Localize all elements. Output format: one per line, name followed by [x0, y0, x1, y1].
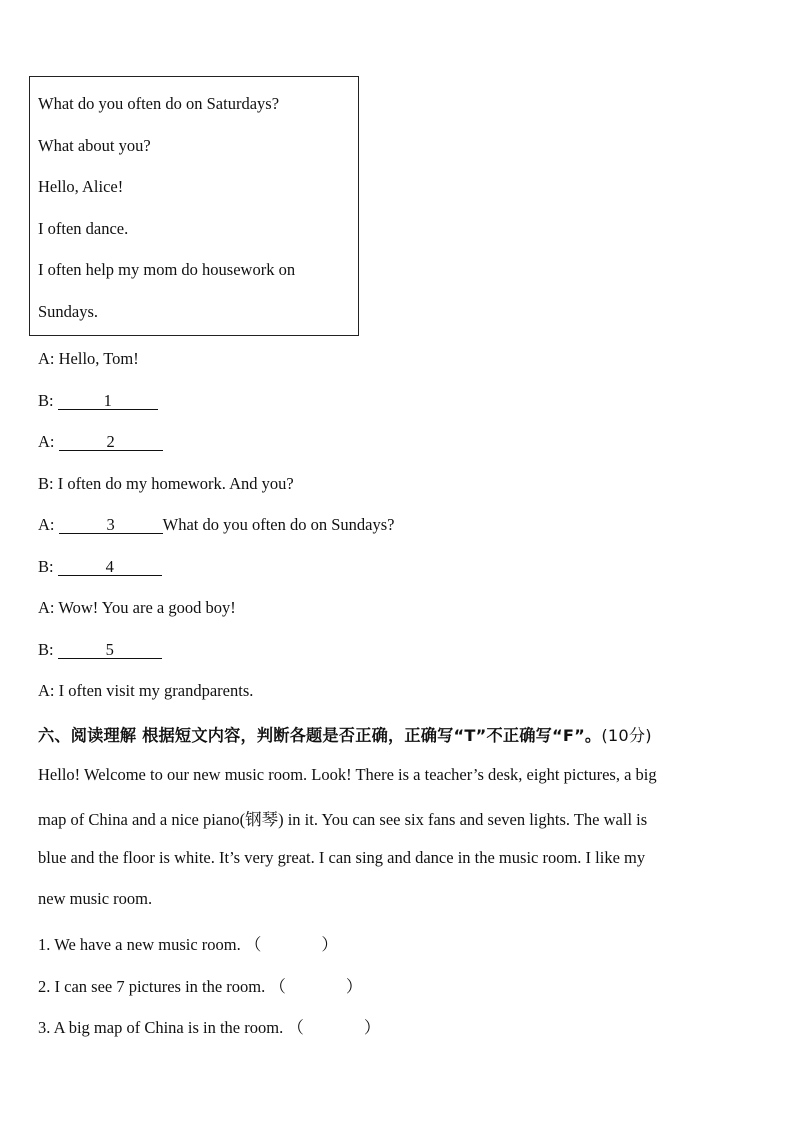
- dialogue-line: [38, 349, 139, 369]
- dialogue-line: [38, 391, 158, 411]
- section-heading: [38, 722, 652, 746]
- question-text: 1. We have a new music room.: [38, 935, 241, 954]
- answer-blank-5[interactable]: 5: [58, 642, 162, 659]
- dialogue-line: [38, 432, 163, 452]
- speaker-label: A:: [38, 681, 55, 700]
- dialogue-text: What do you often do on Sundays?: [162, 515, 395, 534]
- dialogue-text: Wow! You are a good boy!: [58, 598, 236, 617]
- speaker-label: A:: [38, 598, 55, 617]
- speaker-label: A:: [38, 349, 55, 368]
- box-line: I often help my mom do housework on: [38, 260, 296, 279]
- question-item: [38, 1014, 380, 1038]
- passage-line: map of China and a nice piano(钢琴) in it. You can see six fans and seven lights. The wall is: [38, 810, 648, 829]
- answer-paren[interactable]: [245, 935, 338, 954]
- paren-open: （: [269, 977, 286, 996]
- question-text: 3. A big map of China is in the room.: [38, 1018, 284, 1037]
- paren-open: （: [287, 1018, 304, 1037]
- answer-paren[interactable]: [287, 1018, 380, 1037]
- dialogue-line: [38, 474, 294, 494]
- speaker-label: B:: [38, 640, 54, 659]
- question-item: [38, 973, 362, 997]
- box-line: Hello, Alice!: [38, 177, 124, 196]
- dialogue-line: [38, 598, 236, 618]
- box-line: What about you?: [38, 136, 151, 155]
- speaker-label: B:: [38, 474, 54, 493]
- passage-line: new music room.: [38, 889, 153, 908]
- passage-line: Hello! Welcome to our new music room. Look! There is a teacher’s desk, eight pictures, a big: [38, 765, 657, 784]
- answer-blank-2[interactable]: 2: [59, 434, 163, 451]
- section-score: (10分): [601, 726, 652, 745]
- box-line: Sundays.: [38, 302, 99, 321]
- box-line: I often dance.: [38, 219, 129, 238]
- dialogue-line: [38, 640, 162, 660]
- dialogue-line: [38, 515, 395, 535]
- answer-blank-4[interactable]: 4: [58, 559, 162, 576]
- dialogue-line: [38, 557, 162, 577]
- dialogue-text: I often visit my grandparents.: [58, 681, 254, 700]
- paren-close: ）: [345, 977, 363, 996]
- passage-line: blue and the floor is white. It’s very great. I can sing and dance in the music room. I like my: [38, 848, 646, 867]
- answer-blank-1[interactable]: 1: [58, 393, 158, 410]
- section-title-text: 六、阅读理解 根据短文内容，判断各题是否正确，正确写“T”不正确写“F”。: [38, 726, 602, 745]
- question-item: [38, 931, 338, 955]
- answer-paren[interactable]: [269, 977, 362, 996]
- dialogue-text: I often do my homework. And you?: [57, 474, 294, 493]
- speaker-label: B:: [38, 391, 54, 410]
- question-text: 2. I can see 7 pictures in the room.: [38, 977, 266, 996]
- answer-blank-3[interactable]: 3: [59, 517, 163, 534]
- speaker-label: A:: [38, 432, 55, 451]
- speaker-label: A:: [38, 515, 55, 534]
- dialogue-text: Hello, Tom!: [58, 349, 139, 368]
- speaker-label: B:: [38, 557, 54, 576]
- paren-close: ）: [321, 935, 338, 954]
- paren-open: （: [244, 935, 262, 954]
- dialogue-line: [38, 681, 253, 701]
- box-line: What do you often do on Saturdays?: [38, 94, 280, 113]
- paren-close: ）: [363, 1018, 381, 1037]
- sentence-choice-box: [29, 76, 359, 336]
